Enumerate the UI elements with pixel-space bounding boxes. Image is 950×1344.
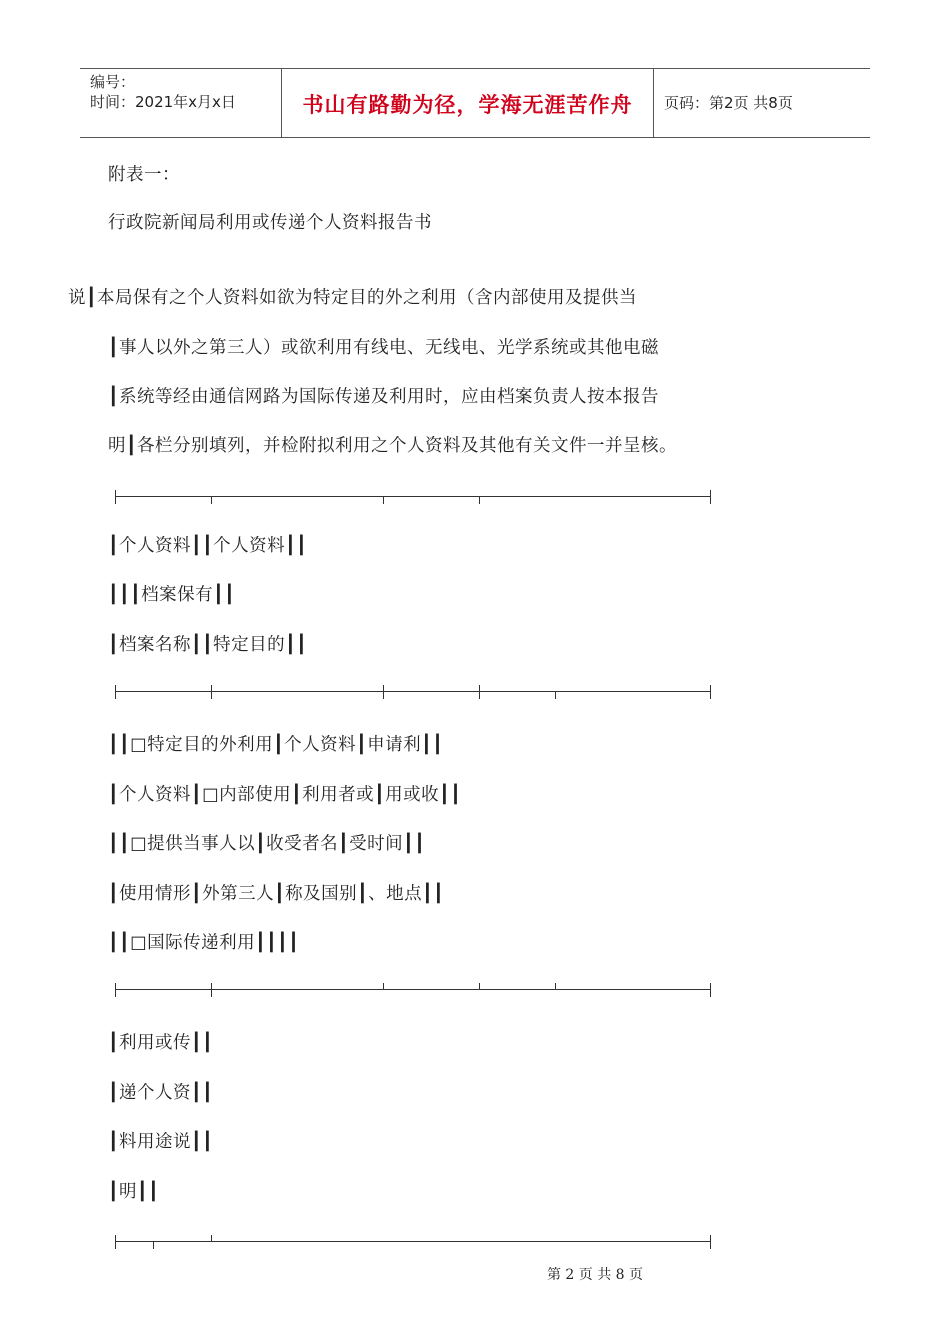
table-row: ┃利用或传┃┃ — [108, 1033, 214, 1053]
document-title: 行政院新闻局利用或传递个人资料报告书 — [108, 213, 432, 233]
note-line: 说┃本局保有之个人资料如欲为特定目的外之利用（含内部使用及提供当 — [68, 288, 638, 308]
table-row: ┃┃□国际传递利用┃┃┃┃ — [108, 933, 300, 953]
table-row: ┃递个人资┃┃ — [108, 1083, 214, 1103]
table-row: ┃明┃┃ — [108, 1182, 160, 1202]
table-top-rule — [115, 490, 711, 504]
table-bottom-rule — [115, 1235, 711, 1249]
table-row: ┃使用情形┃外第三人┃称及国别┃、地点┃┃ — [108, 884, 445, 904]
table-rule — [115, 685, 711, 699]
table-row: ┃┃□提供当事人以┃收受者名┃受时间┃┃ — [108, 834, 426, 854]
note-line: 明┃各栏分别填列，并检附拟利用之个人资料及其他有关文件一并呈核。 — [108, 436, 678, 456]
header-page-number: 页码：第2页 共8页 — [664, 94, 793, 112]
table-row: ┃个人资料┃┃个人资料┃┃ — [108, 536, 308, 556]
document-number-label: 编号： — [90, 73, 136, 91]
table-rule — [115, 983, 711, 997]
page-header — [80, 68, 870, 138]
note-line: ┃系统等经由通信网路为国际传递及利用时，应由档案负责人按本报告 — [108, 387, 660, 407]
table-row: ┃┃┃档案保有┃┃ — [108, 585, 236, 605]
header-motto: 书山有路勤为径，学海无涯苦作舟 — [302, 93, 633, 117]
header-divider — [653, 69, 654, 137]
table-row: ┃料用途说┃┃ — [108, 1132, 214, 1152]
table-row: ┃档案名称┃┃特定目的┃┃ — [108, 635, 308, 655]
table-row: ┃个人资料┃□内部使用┃利用者或┃用或收┃┃ — [108, 785, 462, 805]
appendix-label: 附表一： — [108, 165, 180, 185]
header-meta — [90, 72, 236, 112]
note-line: ┃事人以外之第三人）或欲利用有线电、无线电、光学系统或其他电磁 — [108, 338, 660, 358]
document-time-label: 时间：2021年x月x日 — [90, 93, 236, 111]
page-footer: 第 2 页 共 8 页 — [546, 1267, 644, 1283]
table-row: ┃┃□特定目的外利用┃个人资料┃申请利┃┃ — [108, 735, 444, 755]
